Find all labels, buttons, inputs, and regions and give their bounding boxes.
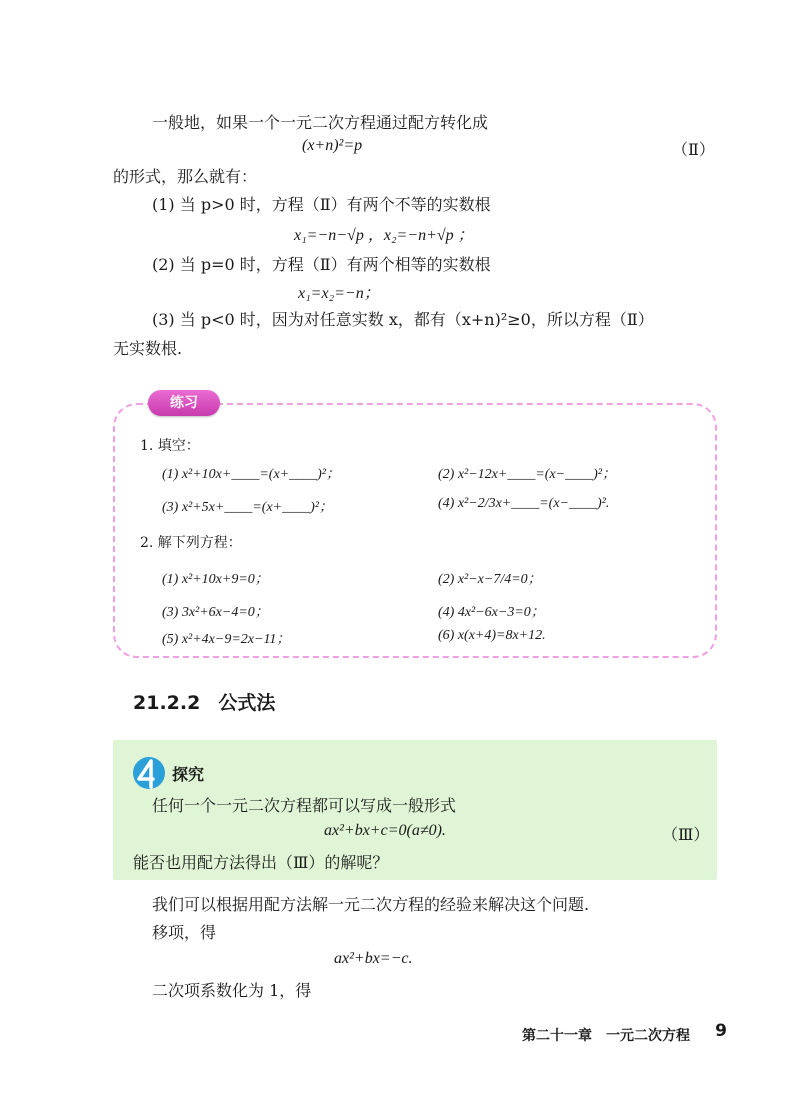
section-title [133, 688, 275, 715]
equation-iii: ax²+bx+c=0(a≠0). [324, 822, 446, 839]
label-iii: （Ⅲ） [662, 825, 710, 844]
case3-line2: 无实数根. [113, 339, 183, 358]
explore-icon [131, 755, 167, 791]
q2-item-5: (5) x²+4x−9=2x−11； [162, 632, 291, 647]
explore-line2: 能否也用配方法得出（Ⅲ）的解呢？ [133, 853, 389, 872]
q2-item-3: (3) 3x²+6x−4=0； [162, 605, 269, 620]
section-name: 公式法 [218, 692, 276, 714]
case2-roots: x₁=x₂=−n； [298, 285, 380, 302]
practice-q1-title: 1. 填空： [140, 438, 200, 454]
body-line2: 移项，得 [152, 923, 217, 942]
q1-item-3: (3) x²+5x+____=(x+____)²； [162, 500, 333, 515]
practice-q2-title: 2. 解下列方程： [140, 535, 242, 551]
explore-title: 探究 [172, 765, 205, 784]
page-number: 9 [715, 1021, 727, 1041]
label-ii: （Ⅱ） [672, 140, 715, 159]
footer-chapter: 第二十一章 一元二次方程 [522, 1028, 690, 1044]
section-number: 21.2.2 [133, 692, 201, 714]
equation-ii [302, 137, 362, 155]
case3-line1: (3) 当 p<0 时，因为对任意实数 x，都有（x+n)²≥0，所以方程（Ⅱ） [152, 310, 654, 329]
q1-item-1: (1) x²+10x+____=(x+____)²； [162, 467, 340, 482]
q2-item-1: (1) x²+10x+9=0； [162, 572, 269, 587]
q1-item-2: (2) x²−12x+____=(x−____)²； [438, 467, 616, 482]
intro-line2: 的形式，那么就有： [113, 167, 258, 186]
case2-text: (2) 当 p=0 时，方程（Ⅱ）有两个相等的实数根 [152, 255, 491, 274]
equation-ii-text: (x+n)²=p [302, 137, 363, 154]
practice-badge: 练习 [148, 390, 220, 416]
q2-item-4: (4) 4x²−6x−3=0； [438, 605, 545, 620]
body-equation: ax²+bx=−c. [334, 950, 413, 967]
intro-line1: 一般地，如果一个一元二次方程通过配方转化成 [152, 113, 489, 132]
case1-roots: x₁=−n−√p ，x₂=−n+√p ； [294, 227, 474, 244]
q2-item-6: (6) x(x+4)=8x+12. [438, 628, 546, 643]
body-line1: 我们可以根据用配方法解一元二次方程的经验来解决这个问题. [152, 895, 590, 914]
explore-line1: 任何一个一元二次方程都可以写成一般形式 [152, 796, 457, 815]
case1-text: (1) 当 p>0 时，方程（Ⅱ）有两个不等的实数根 [152, 195, 491, 214]
q1-item-4: (4) x²−2/3x+____=(x−____)². [438, 496, 610, 511]
q2-item-2: (2) x²−x−7/4=0； [438, 572, 542, 587]
body-line3: 二次项系数化为 1，得 [152, 981, 312, 1000]
